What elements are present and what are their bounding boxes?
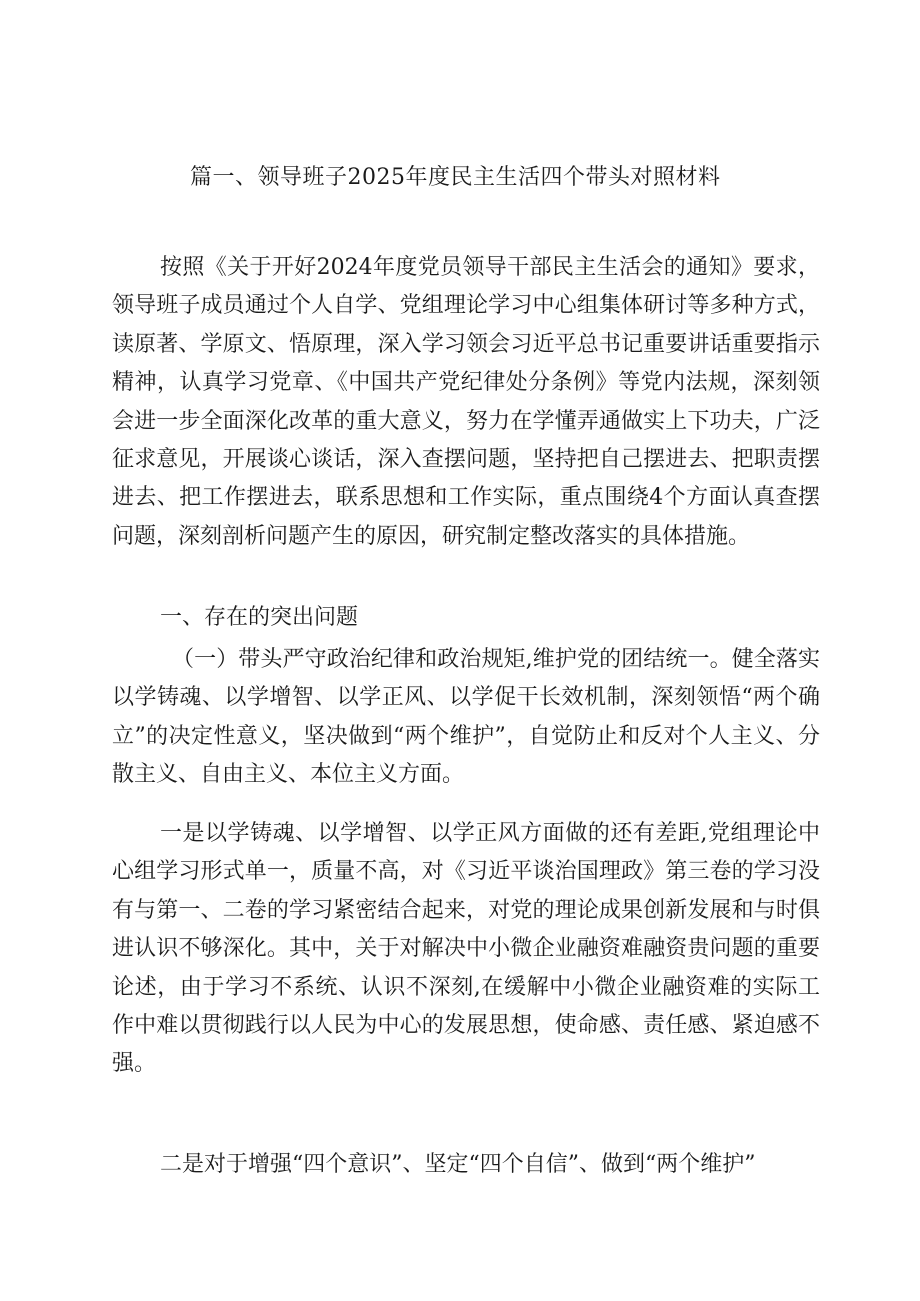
point-one-paragraph: 一是以学铸魂、以学增智、以学正风方面做的还有差距,党组理论中心组学习形式单一，质量不高，对《习近平谈治国理政》第三卷的学习没有与第一、二卷的学习紧密结合起来，对党的理论成果创新发展和与时俱进认识不够深化。其中，关于对解决中小微企业融资难融资贵问题的重要论述，由于学习不系统、认识不深刻,在缓解中小微企业融资难的实际工作中难以贯彻践行以人民为中心的发展思想，使命感、责任感、紧迫感不强。 (112, 821, 820, 1077)
intro-paragraph: 按照《关于开好2024年度党员领导干部民主生活会的通知》要求，领导班子成员通过个人自学、党组理论学习中心组集体研讨等多种方式，读原著、学原文、悟原理，深入学习领会习近平总书记重要讲话重要指示精神，认真学习党章、《中国共产党纪律处分条例》等党内法规，深刻领会进一步全面深化改革的重大意义，努力在学懂弄通做实上下功夫，广泛征求意见，开展谈心谈话，深入查摆问题，坚持把自己摆进去、把职责摆进去、把工作摆进去，联系思想和工作实际，重点围绕4个方面认真查摆问题，深刻剖析问题产生的原因，研究制定整改落实的具体措施。 (112, 255, 820, 549)
point-two-paragraph: 二是对于增强“四个意识”、坚定“四个自信”、做到“两个维护” (160, 1152, 756, 1177)
section-heading: 一、存在的突出问题 (160, 605, 359, 630)
subsection-paragraph: （一）带头严守政治纪律和政治规矩,维护党的团结统一。健全落实以学铸魂、以学增智、以学正风、以学促干长效机制，深刻领悟“两个确立”的决定性意义，坚决做到“两个维护”，自觉防止和反对个人主义、分散主义、自由主义、本位主义方面。 (112, 647, 820, 788)
document-title: 篇一、领导班子2025年度民主生活四个带头对照材料 (190, 165, 721, 190)
